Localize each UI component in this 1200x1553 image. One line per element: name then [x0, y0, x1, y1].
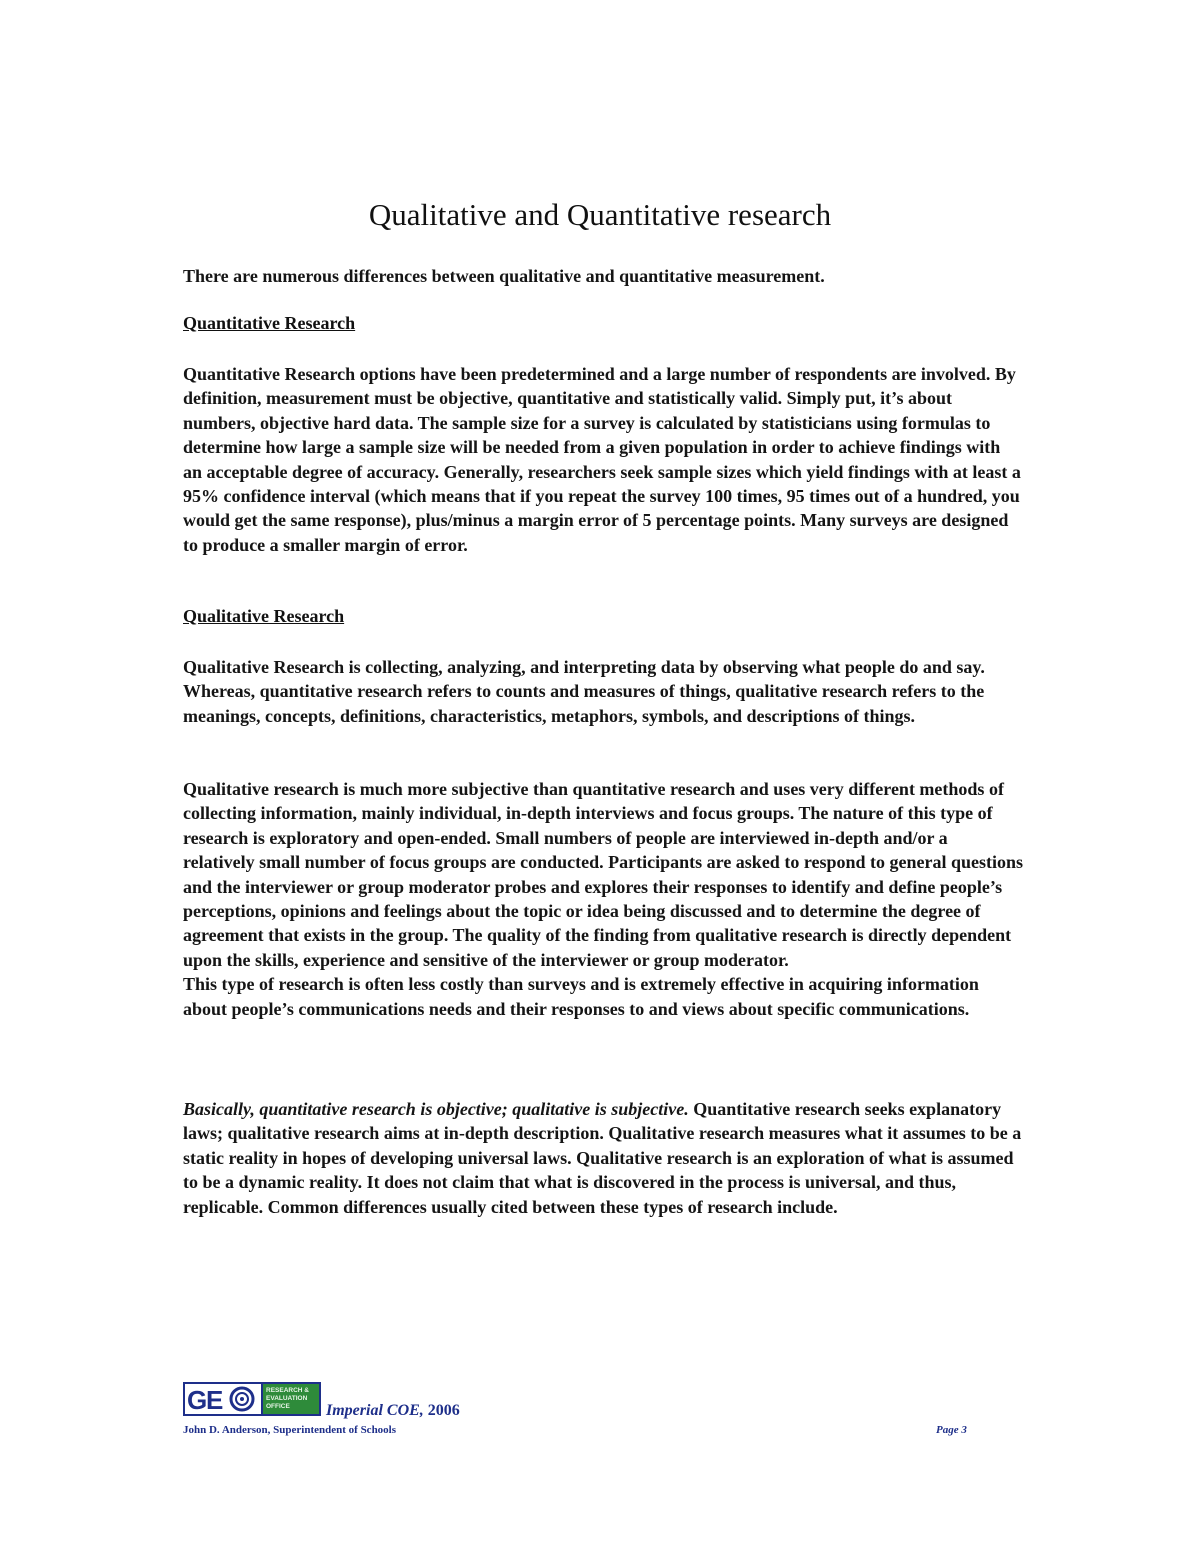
qualitative-heading: Qualitative Research: [183, 606, 345, 626]
intro-paragraph: There are numerous differences between qualitative and quantitative measurement.: [183, 266, 825, 286]
logo-line-3: OFFICE: [266, 1403, 290, 1410]
geo-logo-mark: [183, 1382, 263, 1416]
geo-logo-icon: [185, 1385, 261, 1413]
qualitative-paragraph-2-block: [183, 777, 1023, 1021]
geo-logo: [183, 1382, 323, 1418]
qualitative-paragraph-1: Qualitative Research is collecting, analyzing, and interpreting data by observing what people do and say. Whereas, quantitative research refers to counts and measures of things, qualitative research refers to the meanings, concepts, definitions, characteristics, metaphors, symbols, and descriptions of things.: [183, 657, 985, 726]
quantitative-heading: Quantitative Research: [183, 313, 356, 333]
footer-organization: [326, 1402, 460, 1420]
svg-text:G: G: [187, 1385, 208, 1413]
qualitative-paragraph-3: This type of research is often less costly than surveys and is extremely effective in acquiring information about people’s communications needs and their responses to and views about specific communications.: [183, 974, 979, 1019]
footer-org-year: 2006: [423, 1402, 460, 1419]
summary-text: Quantitative research seeks explanatory laws; qualitative research aims at in-depth description. Qualitative research measures what it assumes to be a static reality in hopes of developing universal laws. Qualitative research is an exploration of what is assumed to be a dynamic reality. It does not claim that what is discovered in the process is universal, and thus, replicable. Common differences usually cited between these types of research include.: [183, 1099, 1022, 1217]
logo-line-1: RESEARCH &: [266, 1387, 309, 1394]
summary-emphasis: Basically, quantitative research is objective; qualitative is subjective.: [183, 1099, 689, 1119]
page-footer: [183, 1382, 983, 1442]
footer-superintendent: John D. Anderson, Superintendent of Schools: [183, 1424, 397, 1436]
svg-text:E: E: [206, 1385, 224, 1413]
logo-line-2: EVALUATION: [266, 1395, 308, 1402]
qualitative-paragraph-2: Qualitative research is much more subjective than quantitative research and uses very different methods of collecting information, mainly individual, in-depth interviews and focus groups. The nature of this type of research is exploratory and open-ended. Small numbers of people are interviewed in-depth and/or a relatively small number of focus groups are conducted. Participants are asked to respond to general questions and the interviewer or group moderator probes and explores their responses to identify and define people’s perceptions, opinions and feelings about the topic or idea being discussed and to determine the degree of agreement that exists in the group. The quality of the finding from qualitative research is directly dependent upon the skills, experience and sensitive of the interviewer or group moderator.: [183, 779, 1024, 970]
quantitative-paragraph: Quantitative Research options have been predetermined and a large number of respondents are involved. By definition, measurement must be objective, quantitative and statistically valid. Simply put, it’s about numbers, objective hard data. The sample size for a survey is calculated by statisticians using formulas to determine how large a sample size will be needed from a given population in order to achieve findings with an acceptable degree of accuracy. Generally, researchers seek sample sizes which yield findings with at least a 95% confidence interval (which means that if you repeat the survey 100 times, 95 times out of a hundred, you would get the same response), plus/minus a margin error of 5 percentage points. Many surveys are designed to produce a smaller margin of error.: [183, 364, 1021, 555]
geo-logo-caption: [263, 1382, 321, 1416]
footer-org-name: Imperial COE,: [326, 1402, 424, 1419]
page-title: Qualitative and Quantitative research: [368, 197, 832, 232]
page-number: Page 3: [936, 1424, 967, 1436]
summary-paragraph: [183, 1097, 1023, 1219]
